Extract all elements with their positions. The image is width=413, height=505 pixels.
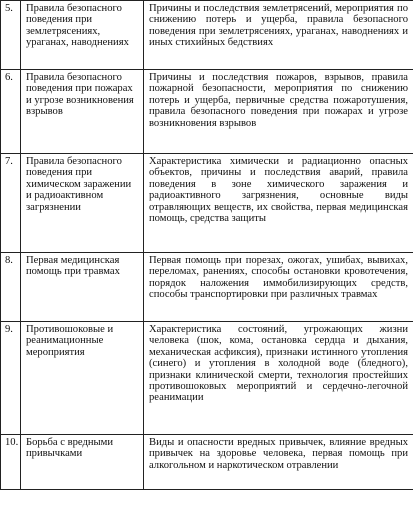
row-number: 7.: [1, 154, 21, 253]
topic-cell: Борьба с вредными привычками: [21, 435, 144, 490]
row-number: 8.: [1, 253, 21, 322]
topic-cell: Правила безопасного поведения при химическом заражении и радиоактивном загрязнении: [21, 154, 144, 253]
topic-cell: Противошоковые и реанимационные мероприятия: [21, 322, 144, 435]
content-cell: Характеристика состояний, угрожающих жизни человека (шок, кома, остановка сердца и дыхания, механическая асфиксия), признаки истинного утопления (синего) и утопления в холодной воде (бледного), признаки клинической смерти, технология простейших противошоковых мероприятий и сердечно-легочной реанимации: [144, 322, 413, 435]
row-number: 9.: [1, 322, 21, 435]
topic-cell: Правила безопасного поведения при землетрясениях, ураганах, наводнениях: [21, 1, 144, 70]
content-cell: Характеристика химически и радиационно опасных объектов, причины и последствия аварий, правила поведения в зоне химического заражения и радиоактивного загрязнения, основные виды отравляющих веществ, их свойства, первая медицинская помощь, средства защиты: [144, 154, 413, 253]
content-cell: Первая помощь при порезах, ожогах, ушибах, вывихах, переломах, ранениях, способы остановки кровотечения, порядок наложения иммобилизирующих средств, способы транспортировки при различных травмах: [144, 253, 413, 322]
content-cell: Причины и последствия пожаров, взрывов, правила пожарной безопасности, мероприятия по снижению потерь и ущерба, первичные средства пожаротушения, правила безопасного поведения при пожарах и угрозе возникновения взрывов: [144, 70, 413, 154]
content-cell: Виды и опасности вредных привычек, влияние вредных привычек на здоровье человека, первая помощь при алкогольном и наркотическом отравлении: [144, 435, 413, 490]
row-number: 10.: [1, 435, 21, 490]
row-number: 6.: [1, 70, 21, 154]
row-number: 5.: [1, 1, 21, 70]
table-row: [1, 322, 413, 435]
table-row: [1, 154, 413, 253]
table-row: [1, 253, 413, 322]
table-row: [1, 435, 413, 490]
topic-cell: Первая медицинская помощь при травмах: [21, 253, 144, 322]
table-row: [1, 70, 413, 154]
table-row: [1, 1, 413, 70]
topic-cell: Правила безопасного поведения при пожарах и угрозе возникновения взрывов: [21, 70, 144, 154]
content-cell: Причины и последствия землетрясений, мероприятия по снижению потерь и ущерба, правила безопасного поведения при землетрясениях, ураганах, наводнениях и иных стихийных бедствиях: [144, 1, 413, 70]
